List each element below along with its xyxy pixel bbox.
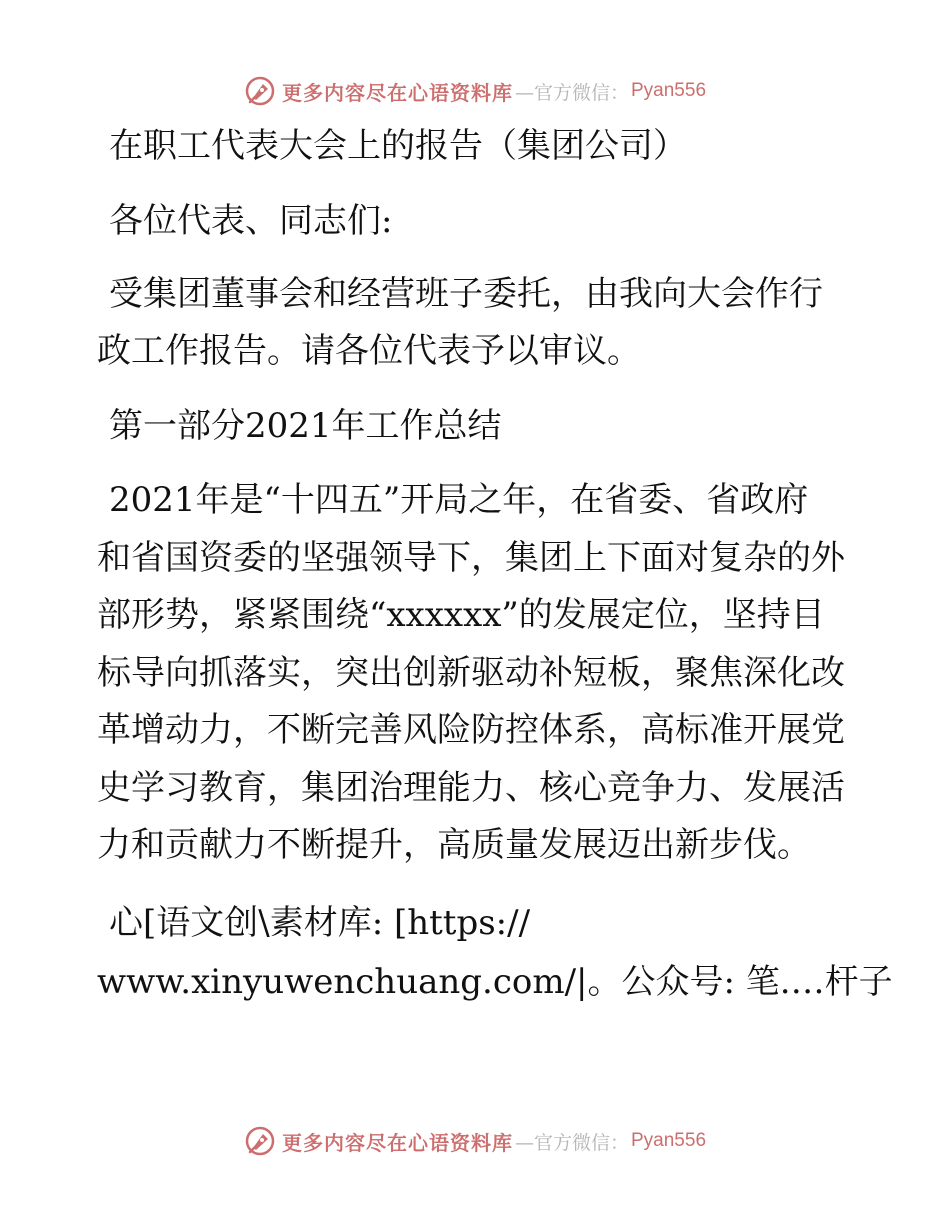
source-line: 心[语文创\素材库: [https:// — [109, 903, 531, 943]
intro-line: 政工作报告。请各位代表予以审议。 — [97, 331, 641, 371]
source-line: www.xinyuwenchuang.com/|。公众号: 笔.…杆子 — [97, 962, 893, 1002]
paragraph-line: 革增动力，不断完善风险防控体系，高标准开展党 — [97, 710, 845, 750]
pen-nib-logo-icon — [244, 75, 276, 107]
watermark-text: 更多内容尽在心语资料库 — [281, 80, 513, 105]
paragraph-line: 标导向抓落实，突出创新驱动补短板，聚焦深化改 — [97, 653, 845, 693]
watermark-footer — [0, 1121, 950, 1161]
intro-line: 受集团董事会和经营班子委托，由我向大会作行 — [109, 274, 823, 314]
paragraph-line: 和省国资委的坚强领导下，集团上下面对复杂的外 — [97, 538, 845, 578]
watermark-wechat-id: Pyan556 — [631, 80, 707, 101]
section-heading: 第一部分2021年工作总结 — [109, 406, 502, 446]
watermark-separator: —官方微信： — [514, 81, 629, 104]
watermark-text: 更多内容尽在心语资料库 — [281, 1130, 513, 1155]
watermark-wechat-id: Pyan556 — [631, 1130, 707, 1151]
document-title: 在职工代表大会上的报告（集团公司） — [109, 126, 687, 166]
watermark-separator: —官方微信： — [514, 1131, 629, 1154]
paragraph-line: 史学习教育，集团治理能力、核心竞争力、发展活 — [97, 768, 845, 808]
pen-nib-logo-icon — [244, 1125, 276, 1157]
paragraph-line: 力和贡献力不断提升，高质量发展迈出新步伐。 — [97, 825, 811, 865]
salutation: 各位代表、同志们: — [109, 201, 393, 241]
paragraph-line: 部形势，紧紧围绕“xxxxxx”的发展定位，坚持目 — [97, 595, 825, 635]
paragraph-line: 2021年是“十四五”开局之年，在省委、省政府 — [109, 480, 809, 520]
watermark-header — [0, 71, 950, 111]
